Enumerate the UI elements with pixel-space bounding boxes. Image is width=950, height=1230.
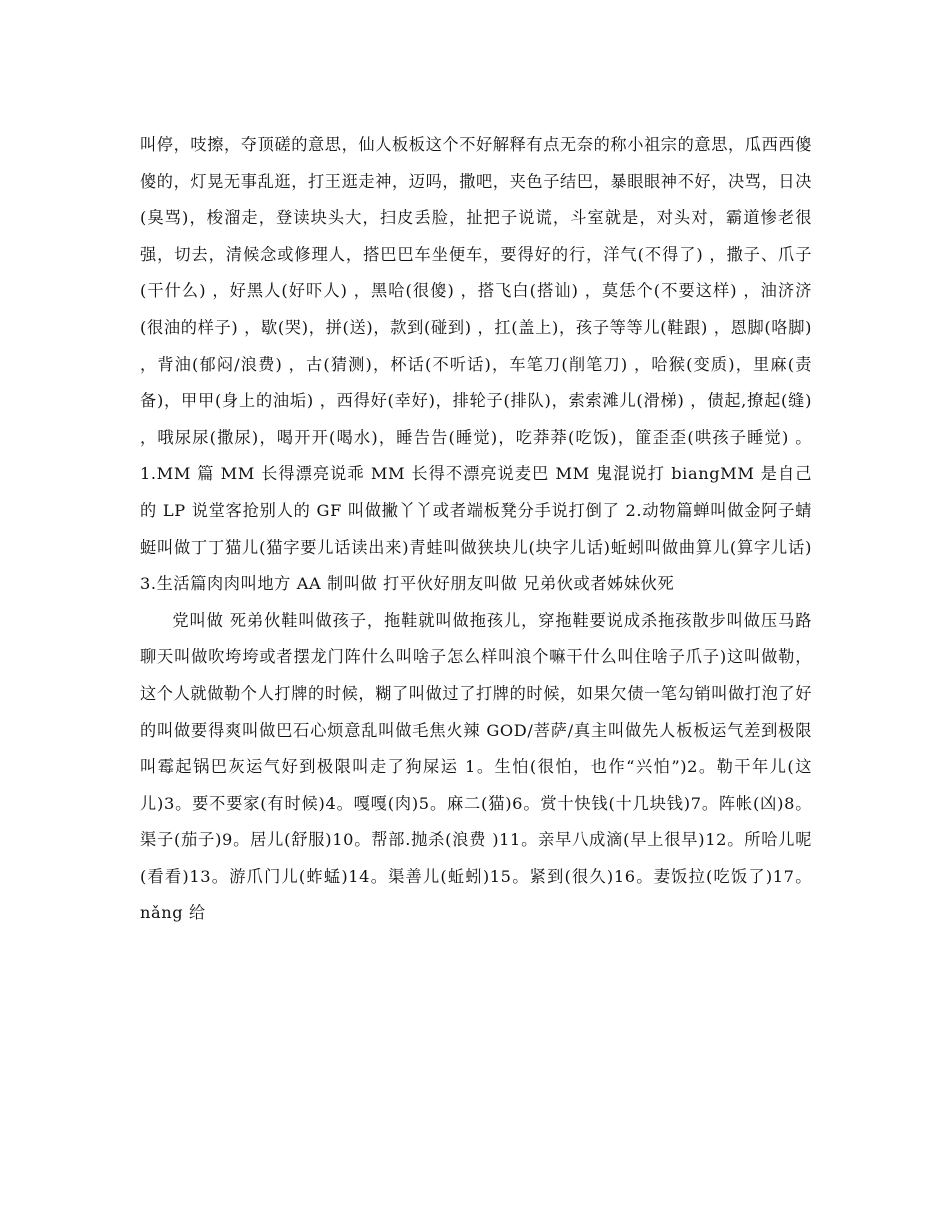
paragraph-1: 叫停，吱擦，夺顶磋的意思，仙人板板这个不好解释有点无奈的称小祖宗的意思，瓜西西傻傻的，灯晃无事乱逛，打王逛走神，迈吗，撒吧，夹色子结巴，暴眼眼神不好，决骂，日决(臭骂)，梭溜走，登读块头大，扫皮丢脸，扯把子说谎，斗室就是，对头对，霸道惨老很强，切去，清候念或修理人，搭巴巴车坐便车，要得好的行，洋气(不得了) ，撒子、爪子(干什么) ，好黑人(好吓人) ，黑哈(很傻) ，搭飞白(搭讪) ，莫恁个(不要这样) ，油济济(很油的样子) ，歇(哭)，拼(送)，款到(碰到) ，扛(盖上)，孩子等等儿(鞋跟) ，恩脚(咯脚) ，背油(郁闷/浪费) ，古(猜测)，杯话(不听话)，车笔刀(削笔刀) ，哈猴(变质)，里麻(责备)，甲甲(身上的油垢) ，西得好(幸好)，排轮子(排队)，索索滩儿(滑梯) ，债起,撩起(缝) ，哦尿尿(撒尿)，喝开开(喝水)，睡告告(睡觉)，吃莽莽(吃饭)，篚歪歪(哄孩子睡觉) 。 1.MM 篇 MM 长得漂亮说乖 MM 长得不漂亮说麦巴 MM 鬼混说打 biangMM 是自己的 LP 说堂客抢别人的 GF 叫做撇丫丫或者端板凳分手说打倒了 2.动物篇蝉叫做金阿子蜻蜓叫做丁丁猫儿(猫字要儿话读出来)青蛙叫做狭块儿(块字儿话)蚯蚓叫做曲算儿(算字儿话) 3.生活篇肉肉叫地方 AA 制叫做 打平伙好朋友叫做 兄弟伙或者姊妹伙死 <box>140 135 812 594</box>
paragraph-2: 党叫做 死弟伙鞋叫做孩子，拖鞋就叫做拖孩儿，穿拖鞋要说成杀拖孩散步叫做压马路聊天叫做吹垮垮或者摆龙门阵什么叫啥子怎么样叫浪个嘛干什么叫住啥子爪子)这叫做勒，这个人就做勒个人打牌的时候，糊了叫做过了打牌的时候，如果欠债一笔勾销叫做打泡了好的叫做要得爽叫做巴石心烦意乱叫做毛焦火辣 GOD/菩萨/真主叫做先人板板运气差到极限叫霉起锅巴灰运气好到极限叫走了狗屎运 1。生怕(很怕，也作“兴怕”)2。勒干年儿(这儿)3。要不要家(有时候)4。嘎嘎(肉)5。麻二(猫)6。赏十快钱(十几块钱)7。阵帐(凶)8。渠子(茄子)9。居儿(舒服)10。帮部.抛杀(浪费 )11。亲早八成滴(早上很早)12。所哈儿呢(看看)13。游爪门儿(蚱蜢)14。渠善儿(蚯蚓)15。紧到(很久)16。妻饭拉(吃饭了)17。nǎng 给 <box>140 610 812 923</box>
body-text <box>140 127 812 932</box>
